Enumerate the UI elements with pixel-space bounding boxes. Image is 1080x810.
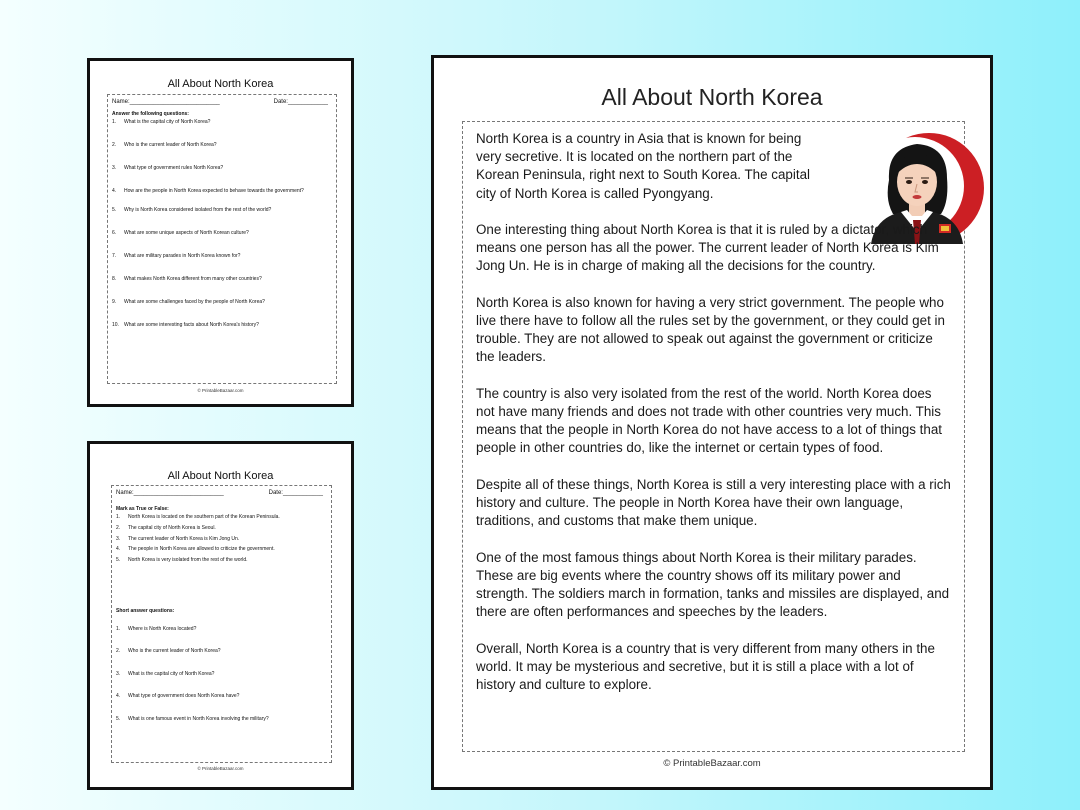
question-item: 7. What are military parades in North Korea known for? xyxy=(112,252,241,259)
section-heading: Short answer questions: xyxy=(116,607,175,614)
question-item: 8. What makes North Korea different from many other countries? xyxy=(112,275,262,282)
reading-passage-page[interactable] xyxy=(431,55,993,790)
name-field-label: Name:___________________________ xyxy=(116,490,224,496)
paragraph: The country is also very isolated from the rest of the world. North Korea does not have many friends and does not trade with other countries very much. This means that the people in North Korea do not have access to a lot of things that people in other countries do, like the internet or certain types of food. xyxy=(476,385,942,456)
paragraph: North Korea is a country in Asia that is known for being very secretive. It is located on the northern part of the Korean Peninsula, right next to South Korea. The capital city of North Korea is called Pyongyang. xyxy=(476,131,810,201)
question-item: 5. Why is North Korea considered isolated from the rest of the world? xyxy=(112,206,272,213)
question-item: 10. What are some interesting facts about North Korea's history? xyxy=(112,321,259,328)
true-false-item: 3. The current leader of North Korea is Kim Jong Un. xyxy=(116,535,240,542)
name-date-row xyxy=(116,490,327,500)
passage-box xyxy=(462,121,965,752)
copyright-footer: © PrintableBazaar.com xyxy=(197,388,244,393)
question-item: 6. What are some unique aspects of North Korean culture? xyxy=(112,229,249,236)
true-false-item: 4. The people in North Korea are allowed to criticize the government. xyxy=(116,546,275,553)
short-answer-item: 2. Who is the current leader of North Korea? xyxy=(116,648,221,655)
question-item: 4. How are the people in North Korea expected to behave towards the government? xyxy=(112,188,304,194)
true-false-item: 1. North Korea is located on the southern part of the Korean Peninsula. xyxy=(116,514,280,520)
true-false-item: 5. North Korea is very isolated from the rest of the world. xyxy=(116,557,248,564)
question-item: 1. What is the capital city of North Korea? xyxy=(112,119,211,125)
paragraph: Despite all of these things, North Korea is still a very interesting place with a rich history and culture. The people in North Korea have their own language, traditions, and customs that make them unique. xyxy=(476,476,951,529)
worksheet-title: All About North Korea xyxy=(167,78,274,90)
date-field-label: Date:____________ xyxy=(273,99,328,105)
short-answer-item: 4. What type of government does North Korea have? xyxy=(116,693,240,700)
worksheet-content-box xyxy=(107,94,337,384)
passage-text xyxy=(476,130,952,712)
true-false-item: 2. The capital city of North Korea is Seoul. xyxy=(116,524,216,531)
paragraph: Overall, North Korea is a country that is very different from many others in the world. It may be mysterious and secretive, but it is still a place with a lot of history and culture to explore. xyxy=(476,640,935,692)
short-answer-list xyxy=(112,626,331,723)
name-date-row xyxy=(112,99,332,109)
true-false-list xyxy=(112,514,331,564)
name-field-label: Name:___________________________ xyxy=(112,99,220,105)
date-field-label: Date:____________ xyxy=(268,490,323,496)
worksheet-content-box xyxy=(111,485,332,763)
short-answer-item: 5. What is one famous event in North Korea involving the military? xyxy=(116,715,269,722)
paragraph: North Korea is also known for having a very strict government. The people who live there have to follow all the rules set by the government, or they could get in trouble. They are not allowed to speak out against the government or criticize the leaders. xyxy=(476,294,945,365)
worksheet-preview-questions[interactable] xyxy=(87,58,354,407)
worksheet-preview-true-false[interactable] xyxy=(87,441,354,790)
question-item: 3. What type of government rules North Korea? xyxy=(112,165,224,171)
paragraph: One of the most famous things about North Korea is their military parades. These are big events where the country shows off its military power and strength. The soldiers march in formation, tanks and missiles are displayed, and there are often performances and speeches by the leaders. xyxy=(476,549,950,620)
page-title: All About North Korea xyxy=(601,84,823,110)
short-answer-item: 3. What is the capital city of North Korea? xyxy=(116,670,215,677)
paragraph: One interesting thing about North Korea is that it is ruled by a dictator, which means one person has all the power. The current leader of North Korea is Kim Jong Un. He is in charge of making all the decisions for the country. xyxy=(476,222,939,274)
worksheet-title: All About North Korea xyxy=(167,470,274,482)
short-answer-item: 1. Where is North Korea located? xyxy=(116,625,197,632)
question-item: 9. What are some challenges faced by the people of North Korea? xyxy=(112,298,265,305)
question-item: 2. Who is the current leader of North Korea? xyxy=(112,142,217,148)
copyright-footer: © PrintableBazaar.com xyxy=(663,758,761,769)
section-heading: Mark as True or False: xyxy=(116,506,169,512)
section-heading: Answer the following questions: xyxy=(112,111,189,117)
copyright-footer: © PrintableBazaar.com xyxy=(197,766,244,771)
